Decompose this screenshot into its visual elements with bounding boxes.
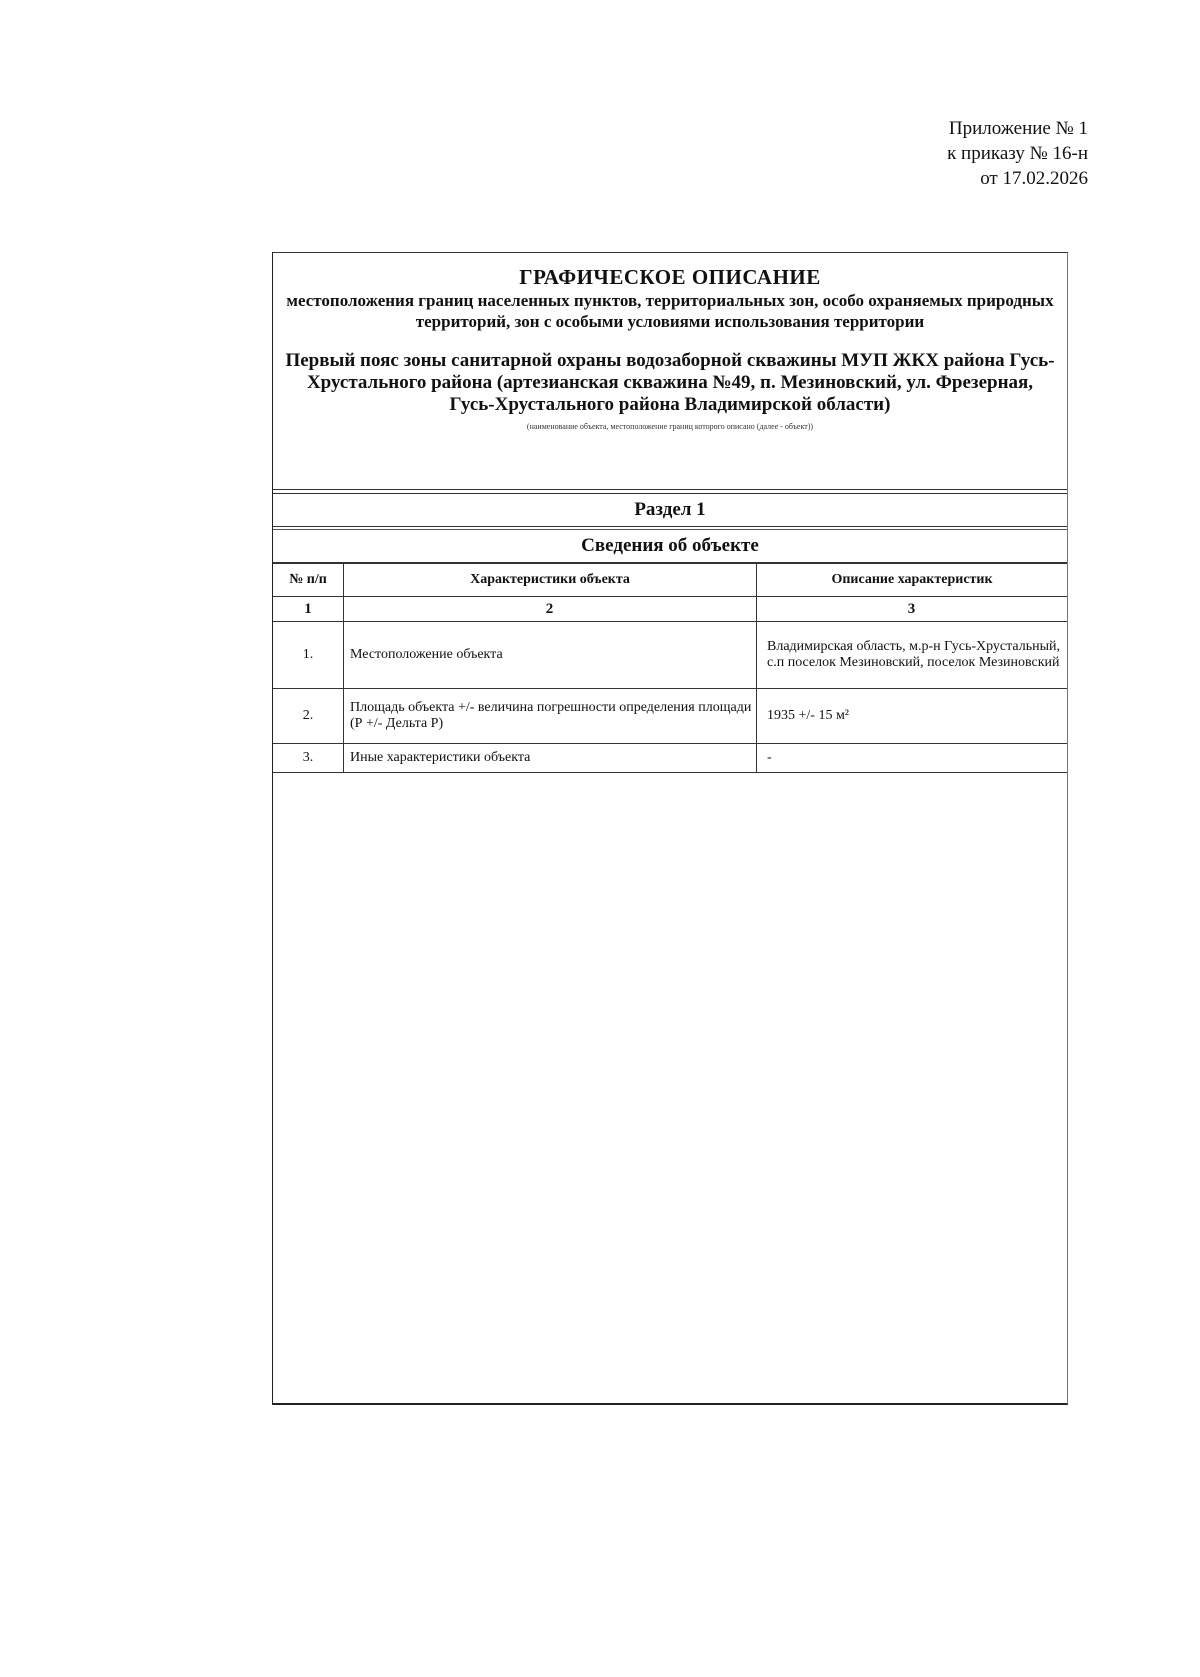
order-number: к приказу № 16-н xyxy=(947,143,1088,164)
graphic-description-form xyxy=(272,252,1068,1405)
form-header xyxy=(273,253,1067,490)
table-row xyxy=(273,622,1067,689)
header-num: № п/п xyxy=(273,564,344,597)
form-subtitle: местоположения границ населенных пунктов, территориальных зон, особо охраняемых природных территорий, зон с особыми условиями использования территории xyxy=(286,291,1054,331)
row-description: Владимирская область, м.р-н Гусь-Хрустальный, с.п поселок Мезиновский, поселок Мезиновский xyxy=(757,622,1068,689)
blank-form-area xyxy=(273,773,1067,1403)
object-name: Первый пояс зоны санитарной охраны водозаборной скважины МУП ЖКХ района Гусь-Хрустального района (артезианская скважина №49, п. Мезиновский, ул. Фрезерная, Гусь-Хрустального района Владимирской области) xyxy=(285,350,1055,415)
row-num: 2. xyxy=(273,689,344,744)
table-index-row xyxy=(273,597,1067,622)
row-characteristic: Местоположение объекта xyxy=(344,622,757,689)
row-num: 1. xyxy=(273,622,344,689)
form-title: ГРАФИЧЕСКОЕ ОПИСАНИЕ xyxy=(519,265,821,289)
object-name-caption: (наименование объекта, местоположение границ которого описано (далее - объект)) xyxy=(526,422,814,431)
row-characteristic: Площадь объекта +/- величина погрешности определения площади (Р +/- Дельта Р) xyxy=(344,689,757,744)
section-label: Раздел 1 xyxy=(273,493,1067,527)
row-description: - xyxy=(757,744,1068,773)
row-num: 3. xyxy=(273,744,344,773)
order-date: от 17.02.2026 xyxy=(980,168,1088,189)
table-row xyxy=(273,689,1067,744)
appendix-number: Приложение № 1 xyxy=(948,118,1088,139)
table-header-row xyxy=(273,564,1067,597)
header-description: Описание характеристик xyxy=(757,564,1068,597)
index-cell: 2 xyxy=(344,597,757,622)
row-characteristic: Иные характеристики объекта xyxy=(344,744,757,773)
object-info-table xyxy=(273,563,1067,773)
header-characteristic: Характеристики объекта xyxy=(344,564,757,597)
index-cell: 1 xyxy=(273,597,344,622)
table-row xyxy=(273,744,1067,773)
section-title: Сведения об объекте xyxy=(273,529,1067,563)
row-description: 1935 +/- 15 м² xyxy=(757,689,1068,744)
appendix-reference xyxy=(947,116,1088,191)
index-cell: 3 xyxy=(757,597,1068,622)
